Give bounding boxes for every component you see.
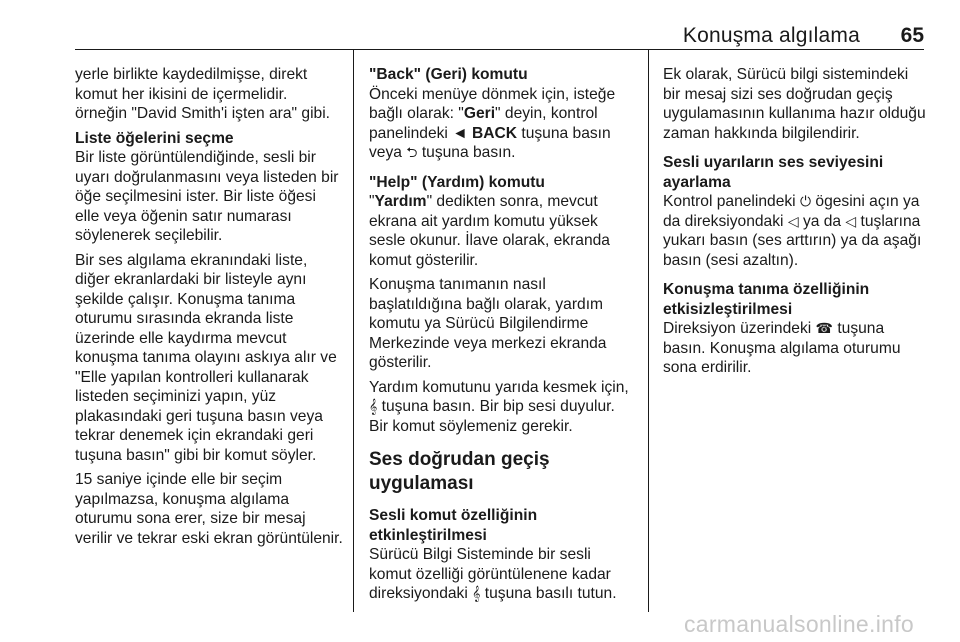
heading-help-command: "Help" (Yardım) komutu [369, 173, 545, 191]
paragraph: Direksiyon üzerindeki ☎ tuşuna basın. Konuşma algılama oturumu sona erdirilir. [663, 320, 901, 376]
paragraph: Bir ses algılama ekranındaki liste, diğer ekranlardaki bir listeyle aynı şekilde çalışır. Konuşma tanıma oturumu sırasında ekranda liste üzerinde elle kaydırma mevcut konuşma tanıma olayını askıya alır ve "Elle yapılan kontrolleri kullanarak listeden seçiminizi yapın, yüz plakasındaki geri tuşuna basın veya tekrar denemek için ekrandaki geri tuşuna basın" gibi bir komut söyler. [75, 251, 337, 464]
watermark: carmanualsonline.info [683, 611, 914, 637]
column-2 [369, 65, 637, 609]
heading-list-selection: Liste öğelerini seçme [75, 129, 234, 147]
heading-volume: Sesli uyarıların ses seviyesini ayarlama [663, 154, 884, 191]
back-key-label: ◄ BACK [452, 124, 518, 142]
paragraph: Önceki menüye dönmek için, isteğe bağlı olarak: "Geri" deyin, kontrol panelindeki ◄ BACK tuşuna basın veya ⮌ tuşuna basın. [369, 85, 616, 161]
volume-icon: ◁ [787, 212, 799, 229]
paragraph: Kontrol panelindeki ⏻ ögesini açın ya da direksiyondaki ◁ ya da ◁ tuşlarına yukarı basın (ses arttırın) ya da aşağı basın (sesi azaltın). [663, 193, 922, 269]
page-title: Konuşma algılama [682, 24, 860, 47]
heading-deactivation: Konuşma tanıma özelliğinin etkisizleştirilmesi [663, 281, 870, 318]
volume-icon: ◁ [845, 212, 857, 229]
section-heading: Ses doğrudan geçiş uygulaması [369, 449, 550, 494]
paragraph: Yardım komutunu yarıda kesmek için, 𝄞 tuşuna basın. Bir bip sesi duyulur. Bir komut söylemeniz gerekir. [369, 378, 629, 435]
column-divider [353, 50, 354, 612]
voice-icon: 𝄞 [369, 398, 378, 414]
column-1 [75, 65, 343, 553]
paragraph: Konuşma tanımanın nasıl başlatıldığına bağlı olarak, yardım komutu ya Sürücü Bilgilendirme Merkezinde veya merkezi ekranda gösterilir. [369, 276, 607, 371]
header-rule [75, 49, 924, 50]
paragraph: "Yardım" dedikten sonra, mevcut ekrana ait yardım komutu yüksek sesle okunur. İlave olarak, ekranda komut gösterilir. [369, 193, 610, 269]
hang-up-icon: ☎ [815, 320, 833, 336]
page-number: 65 [900, 24, 924, 47]
power-icon: ⏻ [799, 193, 812, 209]
voice-icon: 𝄞 [472, 585, 481, 601]
paragraph: Sürücü Bilgi Sisteminde bir sesli komut özelliği görüntülenene kadar direksiyondaki 𝄞 tuşuna basılı tutun. [369, 546, 617, 602]
back-arrow-icon: ⮌ [406, 144, 418, 160]
column-divider [648, 50, 649, 612]
paragraph: 15 saniye içinde elle bir seçim yapılmazsa, konuşma algılama oturumu sona erer, size bir mesaj verilir ve tekrar eski ekran görüntülenir. [75, 471, 343, 547]
paragraph: Bir liste görüntülendiğinde, sesli bir uyarı doğrulanmasını veya listeden bir öğe seçilmesini ister. Bir liste öğesi elle veya öğenin satır numarası söylenerek seçilebilir. [75, 149, 339, 244]
heading-voice-activation: Sesli komut özelliğinin etkinleştirilmesi [369, 507, 538, 544]
heading-back-command: "Back" (Geri) komutu [369, 66, 528, 83]
paragraph: yerle birlikte kaydedilmişse, direkt komut her ikisini de içermelidir. örneğin "David Smith'i işten ara" gibi. [75, 66, 331, 122]
column-3 [663, 65, 927, 383]
paragraph: Ek olarak, Sürücü bilgi sistemindeki bir mesaj sizi ses doğrudan geçiş uygulamasının kullanıma hazır olduğu zaman hakkında bilgilendirir. [663, 66, 926, 142]
